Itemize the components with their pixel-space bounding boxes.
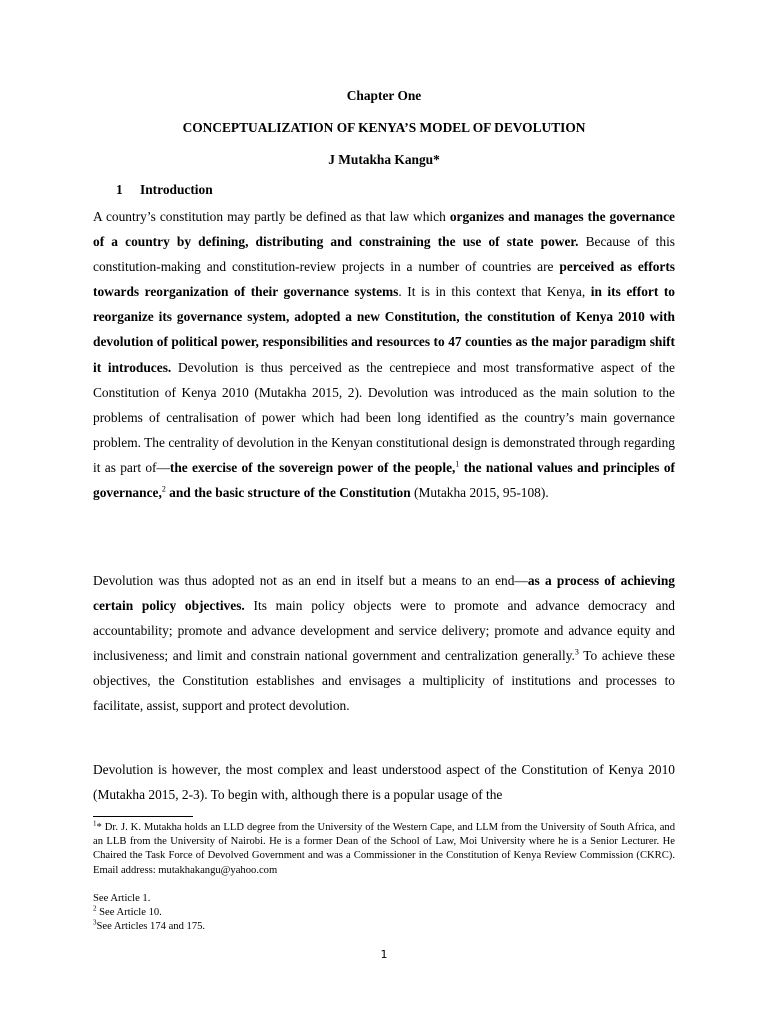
- footnote-ref-2[interactable]: 2: [161, 484, 166, 494]
- p2-text-1: Devolution was thus adopted not as an end in itself but a means to an end—: [93, 573, 528, 588]
- paragraph-2: [93, 568, 675, 719]
- footnote-separator: [93, 816, 193, 817]
- author-name: J Mutakha Kangu*: [328, 152, 440, 167]
- p1-bold-4: the exercise of the sovereign power of the people,: [169, 459, 456, 475]
- p1-text-2: Because of this constitution-making and constitution-review projects in a number of countries are: [93, 234, 676, 275]
- p2-text-3: To achieve these objectives, the Constitution establishes and envisages a multiplicity of institutions and processes to facilitate, assist, support and protect devolution.: [93, 648, 676, 714]
- section-number: 1: [116, 182, 123, 197]
- footnote-ref-3[interactable]: 3: [574, 647, 579, 657]
- footnote-mark-2: 2: [93, 904, 97, 913]
- footnote-2-text: See Article 10.: [96, 907, 162, 918]
- p1-text-3: . It is in this context that Kenya,: [398, 284, 591, 300]
- p2-text-2: Its main policy objects were to promote and advance democracy and accountability; promote and advance development and service delivery; promote and advance equity and inclusiveness; and limit and constrain national government and centralization generally.: [93, 598, 675, 664]
- p2-bold-1: as a process of achieving certain policy objectives.: [93, 573, 675, 614]
- footnote-ref-1[interactable]: 1: [455, 459, 460, 469]
- p1-bold-5: the national values and principles of governance,: [93, 459, 675, 501]
- footnote-1b-text: See Article 1.: [93, 893, 151, 904]
- p1-text-5: (Mutakha 2015, 95-108).: [410, 485, 549, 501]
- section-heading: [116, 182, 213, 198]
- paragraph-3: [93, 757, 675, 807]
- p1-bold-3: in its effort to reorganize its governance system, adopted a new Constitution, the constitution of Kenya 2010 with devolution of political power, responsibilities and resources to 47 counties as the major paradigm shift it introduces.: [93, 284, 676, 375]
- p1-text-4: Devolution is thus perceived as the centrepiece and most transformative aspect of the Constitution of Kenya 2010 (Mutakha 2015, 2). Devolution was introduced as the main solution to the problems of centralisation of power which had been long identified as the country’s main governance problem. The centrality of devolution in the Kenyan constitutional design is demonstrated through regarding it as part of—: [93, 359, 675, 475]
- footnote-mark-3: 3: [93, 918, 97, 927]
- footnote-3-text: See Articles 174 and 175.: [96, 921, 206, 932]
- p1-bold-6: and the basic structure of the Constitution: [165, 485, 411, 501]
- p3-text-1: Devolution is however, the most complex and least understood aspect of the Constitution of Kenya 2010 (Mutakha 2015, 2-3). To begin with, although there is a popular usage of the: [93, 762, 675, 803]
- footnote-1-see: [93, 892, 675, 906]
- p1-bold-2: perceived as efforts towards reorganization of their governance systems: [93, 259, 676, 300]
- footnote-mark-1: 1: [93, 819, 97, 828]
- footnote-1: [93, 821, 675, 878]
- chapter-title: CONCEPTUALIZATION OF KENYA’S MODEL OF DEVOLUTION: [182, 120, 586, 135]
- page-number: 1: [380, 948, 388, 961]
- paragraph-1: [93, 204, 675, 505]
- footnote-3: [93, 920, 675, 934]
- p1-text-1: A country’s constitution may partly be defined as that law which: [93, 209, 450, 224]
- chapter-heading: Chapter One: [346, 88, 422, 103]
- p1-bold-1: organizes and manages the governance of a country by defining, distributing and constraining the use of state power.: [93, 209, 675, 250]
- footnote-2: [93, 906, 675, 920]
- section-title: Introduction: [140, 182, 213, 197]
- footnote-1-text: * Dr. J. K. Mutakha holds an LLD degree from the University of the Western Cape, and LLM from the University of South Africa, and an LLB from the University of Nairobi. He is a former Dean of the School of Law, Moi University where he is a Senior Lecturer. He Chaired the Task Force of Devolved Government and was a Commissioner in the Constitution of Kenya Review Commission (CKRC). Email address: mutakhakangu@yahoo.com: [93, 822, 675, 876]
